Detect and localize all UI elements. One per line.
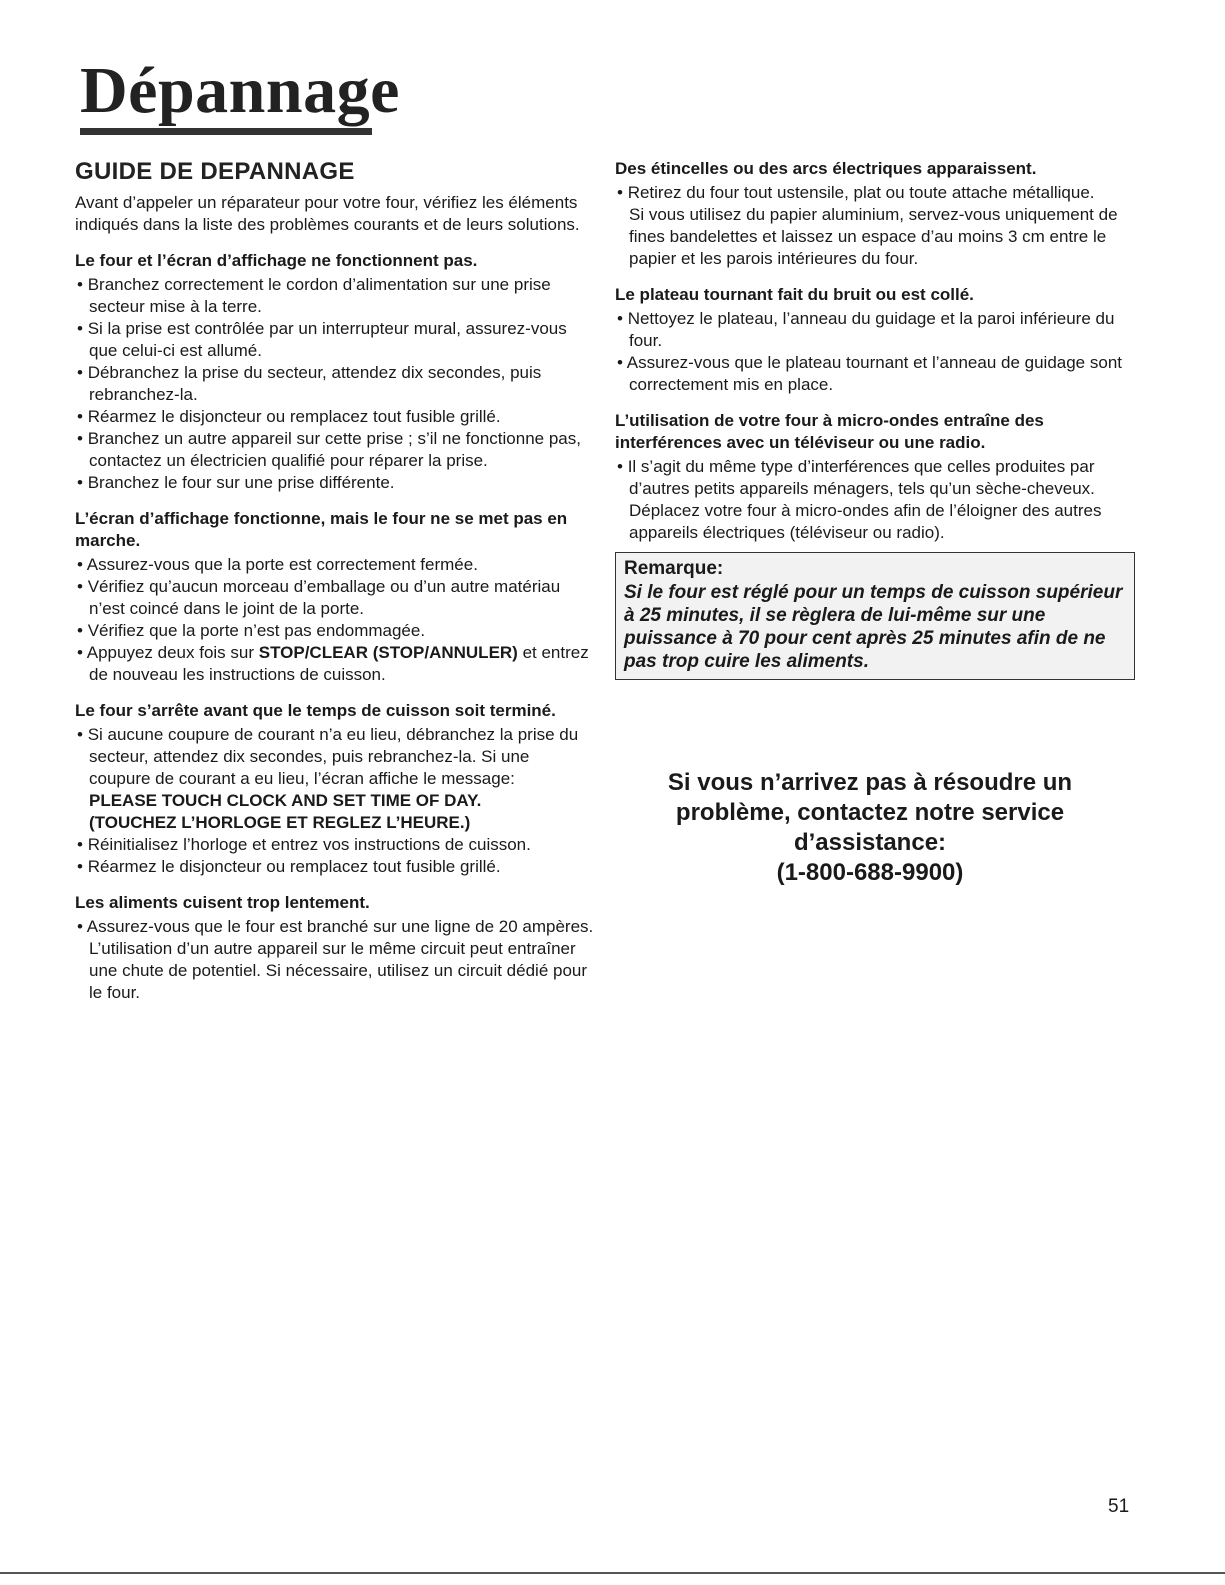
list-item: • Vérifiez qu’aucun morceau d’emballage ou d’un autre matériau n’est coincé dans le joint de la porte. [75, 576, 595, 620]
note-heading: Remarque: [624, 558, 724, 579]
list-item: • Réinitialisez l’horloge et entrez vos instructions de cuisson. [75, 834, 595, 856]
section-turntable [615, 284, 1135, 396]
display-message-fr: (TOUCHEZ L’HORLOGE ET REGLEZ L’HEURE.) [89, 813, 471, 832]
section-interference [615, 410, 1135, 544]
list-item: • Retirez du four tout ustensile, plat ou toute attache métallique. [615, 182, 1135, 204]
section-no-start [75, 508, 595, 686]
intro-text: Avant d’appeler un réparateur pour votre four, vérifiez les éléments indiqués dans la liste des problèmes courants et de leurs solutions. [75, 193, 580, 234]
continuation-text: L’utilisation d’un autre appareil sur le même circuit peut entraîner une chute de potentiel. Si nécessaire, utilisez un circuit dédié pour le four. [89, 939, 588, 1002]
list-item: • Assurez-vous que la porte est correctement fermée. [75, 554, 595, 576]
item-text: Appuyez deux fois sur [86, 643, 259, 662]
list-item: • Branchez un autre appareil sur cette prise ; s’il ne fonctionne pas, contactez un électricien qualifié pour réparer la prise. [75, 428, 595, 472]
bullet-list [615, 308, 1135, 396]
left-column [75, 158, 595, 1004]
list-item: • Il s’agit du même type d’interférences que celles produites par d’autres petits appareils ménagers, tels qu’un sèche-cheveux. [615, 456, 1135, 500]
bottom-divider [0, 1572, 1225, 1574]
title-underline [80, 128, 372, 135]
stop-clear-label: STOP/CLEAR (STOP/ANNULER) [258, 643, 518, 662]
section-heading: Des étincelles ou des arcs électriques apparaissent. [615, 159, 1037, 178]
bullet-list [615, 456, 1135, 500]
display-message: PLEASE TOUCH CLOCK AND SET TIME OF DAY. [89, 791, 482, 810]
list-item: • Débranchez la prise du secteur, attendez dix secondes, puis rebranchez-la. [75, 362, 595, 406]
bullet-list [75, 916, 595, 938]
list-item [75, 642, 595, 686]
page-title: Dépannage [80, 54, 400, 127]
list-item: • Vérifiez que la porte n’est pas endommagée. [75, 620, 595, 642]
list-item: • Assurez-vous que le four est branché sur une ligne de 20 ampères. [75, 916, 595, 938]
contact-block [630, 768, 1110, 888]
contact-line: problème, contactez notre service [675, 799, 1065, 826]
list-item: • Réarmez le disjoncteur ou remplacez tout fusible grillé. [75, 406, 595, 428]
section-sparks [615, 158, 1135, 270]
list-item: • Assurez-vous que le plateau tournant et l’anneau de guidage sont correctement mis en place. [615, 352, 1135, 396]
section-slow-cooking [75, 892, 595, 1004]
bullet-list [75, 834, 595, 878]
section-heading: Le plateau tournant fait du bruit ou est collé. [615, 285, 974, 304]
list-item: • Nettoyez le plateau, l’anneau du guidage et la paroi inférieure du four. [615, 308, 1135, 352]
list-item: • Réarmez le disjoncteur ou remplacez tout fusible grillé. [75, 856, 595, 878]
list-item: • Branchez le four sur une prise différente. [75, 472, 595, 494]
bullet-list [75, 724, 595, 790]
section-stops-early [75, 700, 595, 878]
continuation-text: Déplacez votre four à micro-ondes afin de l’éloigner des autres appareils électriques (téléviseur ou radio). [629, 501, 1102, 542]
list-item: • Si aucune coupure de courant n’a eu lieu, débranchez la prise du secteur, attendez dix secondes, puis rebranchez-la. Si une coupure de courant a eu lieu, l’écran affiche le message: [75, 724, 595, 790]
guide-heading: GUIDE DE DEPANNAGE [75, 158, 355, 185]
contact-phone: (1-800-688-9900) [776, 859, 964, 886]
section-heading: L’écran d’affichage fonctionne, mais le four ne se met pas en marche. [75, 509, 568, 550]
list-item: • Si la prise est contrôlée par un interrupteur mural, assurez-vous que celui-ci est allumé. [75, 318, 595, 362]
section-heading: Le four s’arrête avant que le temps de cuisson soit terminé. [75, 701, 556, 720]
page-number: 51 [1108, 1496, 1130, 1517]
bullet-list [615, 182, 1135, 204]
bullet-list [75, 274, 595, 494]
list-item: • Branchez correctement le cordon d’alimentation sur une prise secteur mise à la terre. [75, 274, 595, 318]
section-heading: Les aliments cuisent trop lentement. [75, 893, 370, 912]
section-heading: Le four et l’écran d’affichage ne fonctionnent pas. [75, 251, 478, 270]
contact-line: Si vous n’arrivez pas à résoudre un [667, 769, 1073, 796]
section-no-power [75, 250, 595, 494]
section-heading: L’utilisation de votre four à micro-ondes entraîne des interférences avec un téléviseur ou une radio. [615, 411, 1044, 452]
contact-line: d’assistance: [793, 829, 947, 856]
note-box [615, 552, 1135, 680]
bullet-list [75, 554, 595, 686]
note-body: Si le four est réglé pour un temps de cuisson supérieur à 25 minutes, il se règlera de lui-même sur une puissance à 70 pour cent après 25 minutes afin de ne pas trop cuire les aliments. [624, 582, 1123, 672]
right-column [615, 158, 1135, 680]
continuation-text: Si vous utilisez du papier aluminium, servez-vous uniquement de fines bandelettes et laissez un espace d’au moins 3 cm entre le papier et les parois intérieures du four. [629, 205, 1118, 268]
item-text: et entrez de nouveau les instructions de cuisson. [89, 643, 589, 684]
